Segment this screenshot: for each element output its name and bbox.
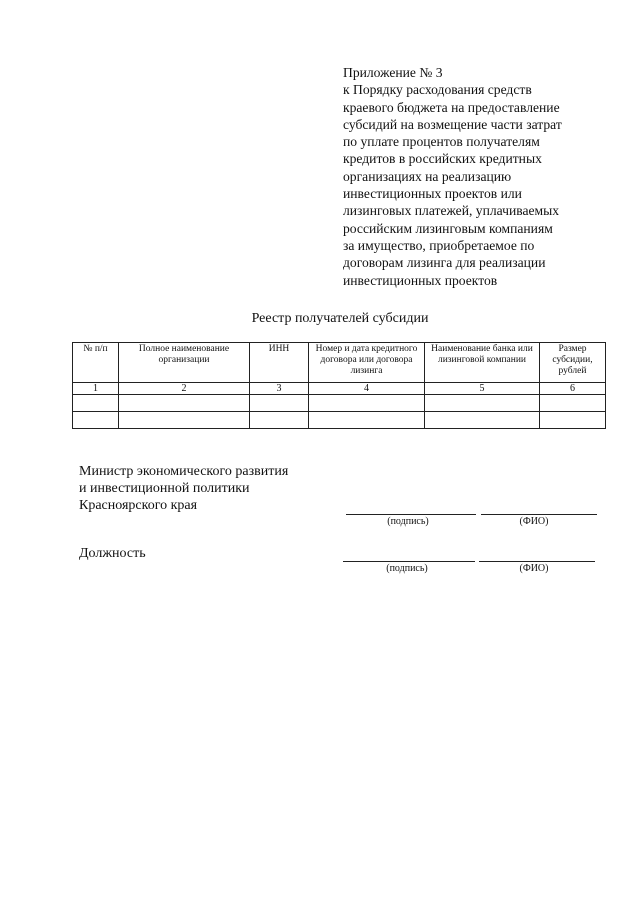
table-cell bbox=[309, 412, 425, 429]
appendix-line: лизинговых платежей, уплачиваемых bbox=[343, 203, 560, 219]
table-row bbox=[73, 412, 606, 429]
column-number: 2 bbox=[119, 383, 250, 395]
minister-title-line: и инвестиционной политики bbox=[79, 481, 250, 496]
column-number: 1 bbox=[73, 383, 119, 395]
column-header-subsidy: Размер субсидии, рублей bbox=[540, 343, 606, 383]
table-cell bbox=[119, 412, 250, 429]
minister-name-line bbox=[481, 514, 597, 515]
appendix-line: инвестиционных проектов или bbox=[343, 186, 522, 202]
table-cell bbox=[73, 395, 119, 412]
table-row bbox=[73, 395, 606, 412]
column-header-contract: Номер и дата кредитного договора или договора лизинга bbox=[309, 343, 425, 383]
column-header-bank: Наименование банка или лизинговой компании bbox=[425, 343, 540, 383]
column-number-row bbox=[73, 383, 606, 395]
column-header-number: № п/п bbox=[73, 343, 119, 383]
position-label: Должность bbox=[79, 546, 146, 561]
minister-signature-line bbox=[346, 514, 476, 515]
column-number: 6 bbox=[540, 383, 606, 395]
appendix-line: российским лизинговым компаниям bbox=[343, 220, 553, 236]
registry-title: Реестр получателей субсидии bbox=[251, 311, 429, 326]
appendix-line: кредитов в российских кредитных bbox=[343, 151, 542, 167]
appendix-line: по уплате процентов получателям bbox=[343, 134, 540, 150]
appendix-line: Приложение № 3 bbox=[343, 65, 443, 80]
minister-name-caption: (ФИО) bbox=[519, 516, 549, 527]
appendix-line: инвестиционных проектов bbox=[343, 272, 498, 288]
registry-table bbox=[72, 342, 606, 429]
table-cell bbox=[250, 395, 309, 412]
column-number: 3 bbox=[250, 383, 309, 395]
column-number: 4 bbox=[309, 383, 425, 395]
table-cell bbox=[73, 412, 119, 429]
column-header-organization: Полное наименование организации bbox=[119, 343, 250, 383]
appendix-line: субсидий на возмещение части затрат bbox=[343, 116, 562, 132]
table-cell bbox=[309, 395, 425, 412]
position-signature-caption: (подпись) bbox=[386, 563, 428, 574]
minister-title-line: Красноярского края bbox=[79, 498, 198, 513]
appendix-line: организациях на реализацию bbox=[343, 168, 512, 184]
appendix-line: договорам лизинга для реализации bbox=[343, 255, 546, 271]
table-cell bbox=[425, 412, 540, 429]
table-cell bbox=[425, 395, 540, 412]
minister-title bbox=[79, 463, 288, 514]
position-signature-line bbox=[343, 561, 475, 562]
table-cell bbox=[250, 412, 309, 429]
appendix-line: за имущество, приобретаемое по bbox=[343, 237, 535, 253]
appendix-line: краевого бюджета на предоставление bbox=[343, 99, 560, 115]
table-cell bbox=[540, 412, 606, 429]
column-number: 5 bbox=[425, 383, 540, 395]
minister-title-line: Министр экономического развития bbox=[79, 464, 289, 479]
column-header-inn: ИНН bbox=[250, 343, 309, 383]
minister-signature-caption: (подпись) bbox=[387, 516, 429, 527]
position-name-line bbox=[479, 561, 595, 562]
table-header-row bbox=[73, 343, 606, 383]
table-cell bbox=[540, 395, 606, 412]
table-cell bbox=[119, 395, 250, 412]
appendix-block bbox=[343, 64, 613, 289]
position-name-caption: (ФИО) bbox=[519, 563, 549, 574]
appendix-line: к Порядку расходования средств bbox=[343, 82, 532, 98]
